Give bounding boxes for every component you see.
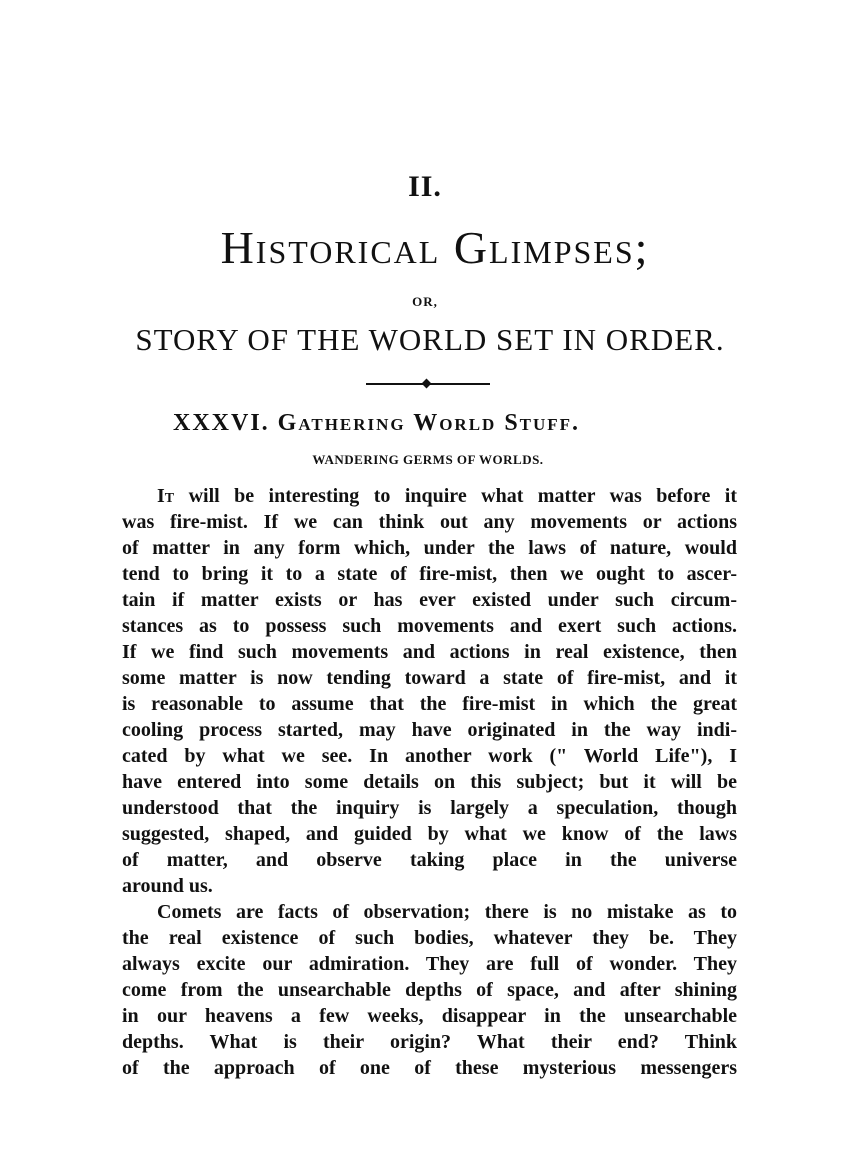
text-line: If we find such movements and actions in real existence, then — [122, 641, 737, 663]
text-line: It will be interesting to inquire what matter was before it — [157, 485, 737, 507]
text-line: stances as to possess such movements and exert such actions. — [122, 615, 737, 637]
chapter-heading: XXXVI. Gathering World Stuff. — [173, 410, 581, 436]
text-line: was fire-mist. If we can think out any movements or actions — [122, 511, 737, 533]
part-number: II. — [408, 170, 442, 203]
text-line: always excite our admiration. They are full of wonder. They — [122, 953, 737, 975]
text-line: cooling process started, may have originated in the way indi- — [122, 719, 737, 741]
text-line: tend to bring it to a state of fire-mist, then we ought to ascer- — [122, 563, 737, 585]
text-line: come from the unsearchable depths of space, and after shining — [122, 979, 737, 1001]
divider-ornament-icon — [422, 379, 432, 389]
text-line: some matter is now tending toward a state of fire-mist, and it — [122, 667, 737, 689]
text-line: the real existence of such bodies, whatever they be. They — [122, 927, 737, 949]
text-line: tain if matter exists or has ever existed under such circum- — [122, 589, 737, 611]
section-heading: WANDERING GERMS OF WORLDS. — [312, 452, 544, 467]
text-line: of matter in any form which, under the laws of nature, would — [122, 537, 737, 559]
text-line: depths. What is their origin? What their end? Think — [122, 1031, 737, 1053]
text-line: of the approach of one of these mysterious messengers — [122, 1057, 737, 1079]
text-line: in our heavens a few weeks, disappear in the unsearchable — [122, 1005, 737, 1027]
text-line: understood that the inquiry is largely a speculation, though — [122, 797, 737, 819]
text-line: of matter, and observe taking place in the universe — [122, 849, 737, 871]
page-subtitle: STORY OF THE WORLD SET IN ORDER. — [135, 322, 725, 357]
text-line: have entered into some details on this subject; but it will be — [122, 771, 737, 793]
text-line: is reasonable to assume that the fire-mist in which the great — [122, 693, 737, 715]
text-line: suggested, shaped, and guided by what we know of the laws — [122, 823, 737, 845]
text-line: Comets are facts of observation; there is no mistake as to — [157, 901, 737, 923]
title-connector: OR, — [412, 294, 438, 309]
drop-word: It — [157, 485, 175, 507]
page-title: Historical Glimpses; — [220, 222, 650, 273]
body-text — [122, 483, 737, 1081]
text-line: cated by what we see. In another work (" World Life"), I — [122, 745, 737, 767]
text-line: around us. — [122, 875, 213, 897]
